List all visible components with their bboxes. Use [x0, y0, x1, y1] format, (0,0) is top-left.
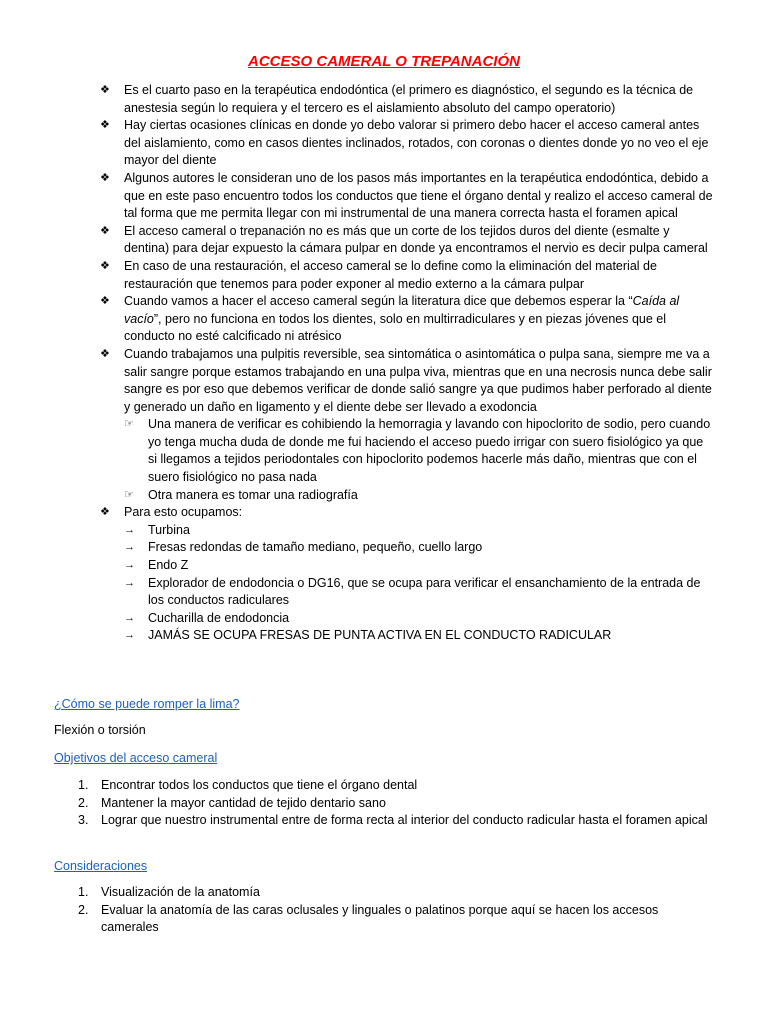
diamond-bullet-icon: ❖	[100, 224, 110, 237]
diamond-bullet-icon: ❖	[100, 347, 110, 360]
list-item: 1. Encontrar todos los conductos que tiene el órgano dental	[78, 778, 418, 792]
pointing-hand-icon: ☞	[124, 418, 134, 431]
section-heading-romper-lima: ¿Cómo se puede romper la lima?	[54, 697, 240, 711]
sub-list-item: ☞ Otra manera es tomar una radiografía	[124, 487, 715, 505]
sub-list-item: → Endo Z	[124, 557, 715, 575]
section-heading-objetivos: Objetivos del acceso cameral	[54, 751, 218, 765]
document-title: ACCESO CAMERAL O TREPANACIÓN	[248, 53, 520, 70]
diamond-bullet-icon: ❖	[100, 295, 110, 308]
diamond-bullet-icon: ❖	[100, 259, 110, 272]
sub-list-item: → Cucharilla de endodoncia	[124, 610, 715, 628]
list-item: ❖ Algunos autores le consideran uno de los pasos más importantes en la terapéutica endodóntica, debido a que en este paso encuentro todos los conductos que tiene el órgano dental y realizo el acceso cameral de tal forma que me permita llegar con mi instrumental de una manera correcta hasta el foramen apical	[100, 170, 713, 221]
diamond-bullet-icon: ❖	[100, 506, 110, 519]
diamond-bullet-icon: ❖	[100, 84, 110, 96]
main-bullet-list	[100, 82, 715, 645]
list-item: 2. Evaluar la anatomía de las caras oclusales y linguales o palatinos porque aquí se hacen los accesos camerales	[78, 902, 659, 935]
list-item: 3. Lograr que nuestro instrumental entre de forma recta al interior del conducto radicular hasta el foramen apical	[78, 813, 708, 828]
arrow-right-icon: →	[124, 559, 135, 572]
consideraciones-list	[54, 884, 714, 937]
sub-list-item: → Fresas redondas de tamaño mediano, pequeño, cuello largo	[124, 539, 715, 557]
list-item: 2. Mantener la mayor cantidad de tejido dentario sano	[78, 795, 386, 810]
objetivos-list	[54, 777, 714, 830]
sub-list-item: → JAMÁS SE OCUPA FRESAS DE PUNTA ACTIVA EN EL CONDUCTO RADICULAR	[124, 627, 715, 645]
sub-list	[124, 522, 715, 645]
arrow-right-icon: →	[124, 611, 135, 624]
italic-quote: Caída al vacío	[124, 294, 680, 326]
diamond-bullet-icon: ❖	[100, 171, 110, 184]
arrow-right-icon: →	[124, 541, 135, 554]
list-item: ❖ Cuando vamos a hacer el acceso cameral según la literatura dice que debemos esperar la “Caída al vacío”, pero no funciona en todos los dientes, solo en multirradiculares y en piezas jóvenes que el conducto no esté calcificado ni atrésico	[100, 294, 680, 344]
arrow-right-icon: →	[124, 576, 135, 589]
sub-list	[124, 416, 715, 504]
list-item: ❖ El acceso cameral o trepanación no es más que un corte de los tejidos duros del diente (esmalte y dentina) para dejar expuesto la cámara pulpar en donde ya encontramos el nervio es decir pulpa cameral	[100, 223, 708, 256]
pointing-hand-icon: ☞	[124, 488, 134, 501]
sub-list-item: ☞ Una manera de verificar es cohibiendo la hemorragia y lavando con hipoclorito de sodio, pero cuando yo tenga mucha duda de donde me fui haciendo el acceso puedo irrigar con suero fisiológico ya que si llegamos a tejidos periodontales con hipoclorito podemos hacerle más daño, mientras que con el suero fisiológico no pasa nada	[124, 417, 711, 485]
arrow-right-icon: →	[124, 629, 135, 642]
diamond-bullet-icon: ❖	[100, 119, 110, 132]
sub-list-item: → Turbina	[124, 522, 715, 540]
list-item: ❖ En caso de una restauración, el acceso cameral se lo define como la eliminación del material de restauración que tenemos para poder exponer al medio externo a la cámara pulpar	[100, 258, 657, 291]
list-item: ❖ Cuando trabajamos una pulpitis reversible, sea sintomática o asintomática o pulpa sana, siempre me va a salir sangre porque estamos trabajando en una pulpa viva, mientras que en una necrosis nunca debe salir sangre es por eso que debemos verificar de donde salió sangre ya que pudimos haber perforado al diente y generado un daño en ligamento y el diente debe ser llevado a exodoncia ☞ Una manera de verificar es cohibiendo la hemorragia y lavando con hipoclorito de sodio, pero cuando yo tenga mucha duda de donde me fui haciendo el acceso puedo irrigar con suero fisiológico ya que si llegamos a tejidos periodontales con hipoclorito podemos hacerle más daño, mientras que con el suero fisiológico no pasa nada ☞ Otra manera es tomar una radiografía	[100, 346, 715, 504]
arrow-right-icon: →	[124, 523, 135, 536]
sub-list-item: → Explorador de endodoncia o DG16, que se ocupa para verificar el ensanchamiento de la entrada de los conductos radiculares	[124, 575, 701, 608]
list-item: 1. Visualización de la anatomía	[78, 885, 260, 899]
answer-text: Flexión o torsión	[54, 723, 146, 737]
list-item: ❖ Es el cuarto paso en la terapéutica endodóntica (el primero es diagnóstico, el segundo es la técnica de anestesia según lo requiera y el tercero es el aislamiento absoluto del campo operatorio)	[100, 83, 694, 115]
list-item: ❖ Para esto ocupamos: → Turbina → Fresas redondas de tamaño mediano, pequeño, cuello largo → Endo Z → Explorador de endodoncia o DG16, que se ocupa para verificar el ensanchamiento de la entrada de los conductos radiculares → Cucharilla de endodoncia → JAMÁS SE OCUPA FRESAS DE PUNTA ACTIVA EN EL CONDUCTO RADICULAR	[100, 504, 715, 645]
section-heading-consideraciones: Consideraciones	[54, 859, 148, 873]
list-item: ❖ Hay ciertas ocasiones clínicas en donde yo debo valorar si primero debo hacer el acceso cameral antes del aislamiento, como en casos dientes inclinados, rotados, con coronas o dientes donde yo no veo el eje mayor del diente	[100, 118, 709, 168]
